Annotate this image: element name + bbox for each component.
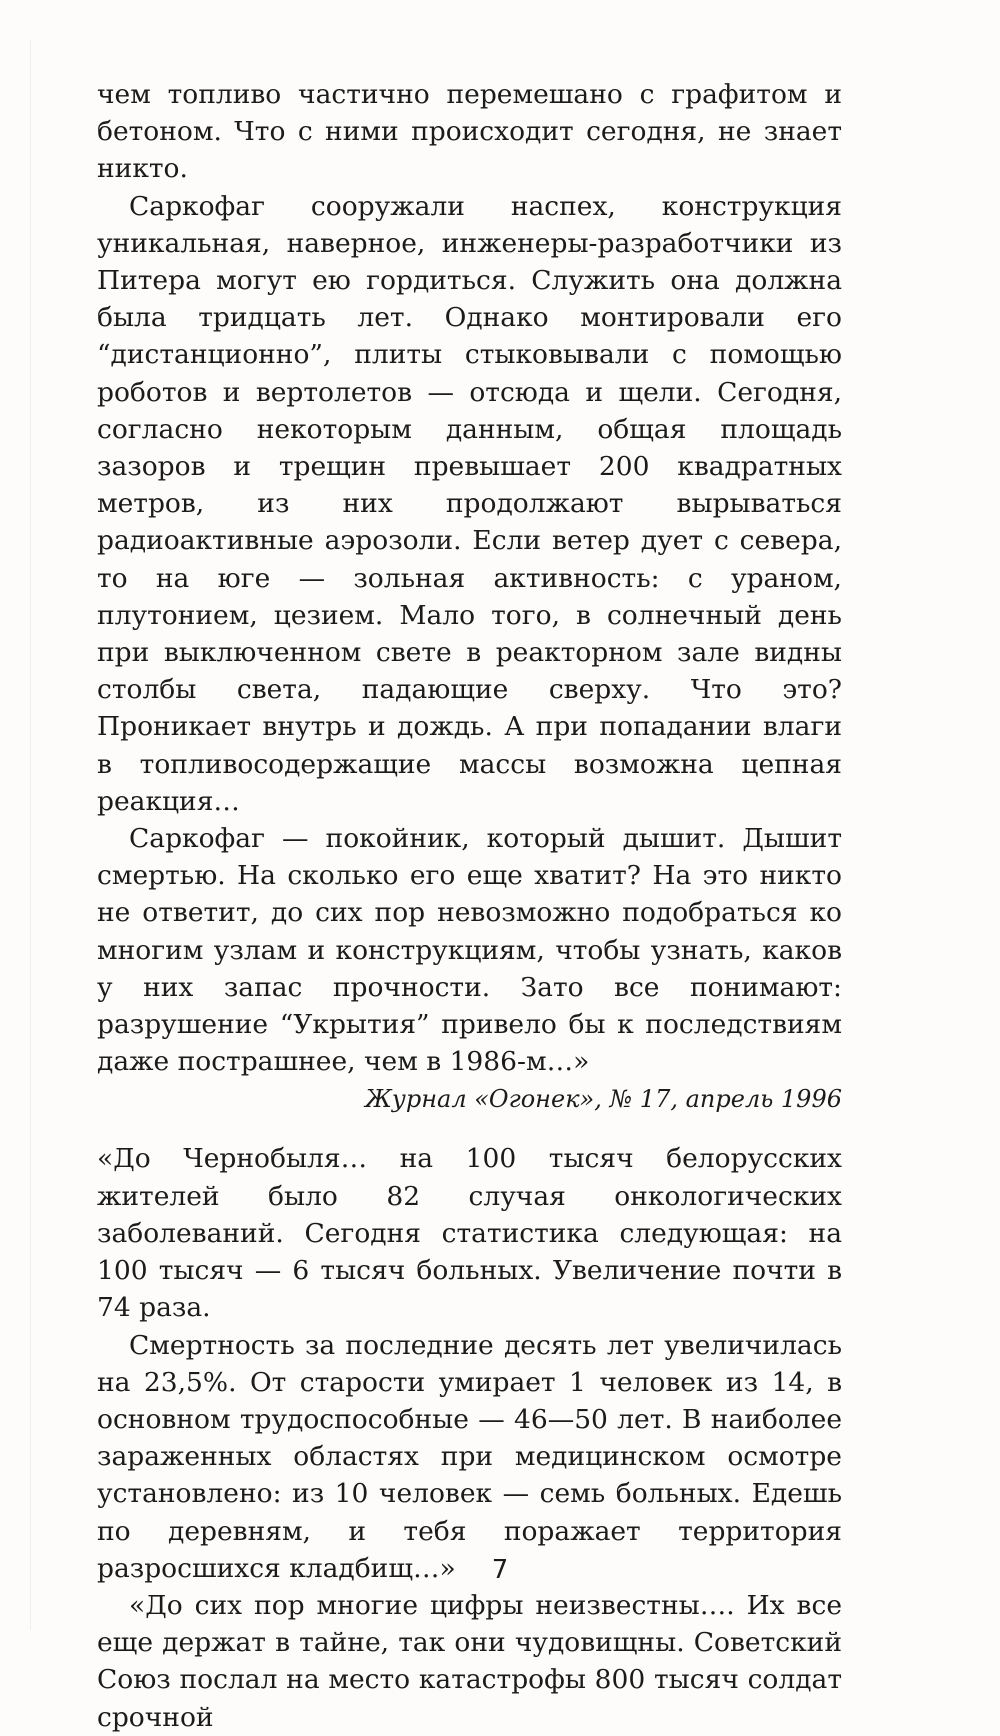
paragraph-sarcophagus-breathes: Саркофаг — покойник, который дышит. Дышит смертью. На сколько его еще хватит? На это никто не ответит, до сих пор невозможно подобраться ко многим узлам и конструкциям, чтобы узнать, каков у них запас прочности. Зато все понимают: разрушение “Укрытия” привело бы к последствиям даже пострашнее, чем в 1986-м…» — [97, 823, 842, 1078]
page-edge-shadow — [30, 40, 31, 1630]
paragraph-cancer-statistics: «До Чернобыля… на 100 тысяч белорусских жителей было 82 случая онкологических заболеваний. Сегодня статистика следующая: на 100 тысяч — 6 тысяч больных. Увеличение почти в 74 раза. — [97, 1143, 842, 1324]
paragraph-mortality: Смертность за последние десять лет увеличилась на 23,5%. От старости умирает 1 человек из 14, в основном трудоспособные — 46—50 лет. В наиболее зараженных областях при медицинском осмотре установлено: из 10 человек — семь больных. Едешь по деревням, и тебя поражает территория разросшихся кладбищ…» — [97, 1329, 842, 1584]
paragraph-secret-figures: «До сих пор многие цифры неизвестны…. Их все еще держат в тайне, так они чудовищны. Советский Союз послал на место катастрофы 800 тысяч солдат срочной — [97, 1589, 842, 1733]
section-gap — [97, 1116, 842, 1140]
paragraph-sarcophagus-construction: Саркофаг сооружали наспех, конструкция уникальная, наверное, инженеры-разработчики из Питера могут ею гордиться. Служить она должна была тридцать лет. Однако монтировали его “дистанционно”, плиты стыковывали с помощью роботов и вертолетов — отсюда и щели. Сегодня, согласно некоторым данным, общая площадь зазоров и трещин превышает 200 квадратных метров, из них продолжают вырываться радиоактивные аэрозоли. Если ветер дует с севера, то на юге — зольная активность: с ураном, плутонием, цезием. Мало того, в солнечный день при выключенном свете в реакторном зале видны столбы света, падающие сверху. Что это? Проникает внутрь и дождь. А при попадании влаги в топливосодержащие массы возможна цепная реакция… — [97, 190, 842, 817]
page-number: 7 — [491, 1555, 509, 1585]
book-page-text — [97, 76, 842, 1736]
paragraph-continuation: чем топливо частично перемешано с графитом и бетоном. Что с ними происходит сегодня, не знает никто. — [97, 79, 842, 185]
quote-source: Журнал «Огонек», № 17, апрель 1996 — [364, 1085, 842, 1114]
